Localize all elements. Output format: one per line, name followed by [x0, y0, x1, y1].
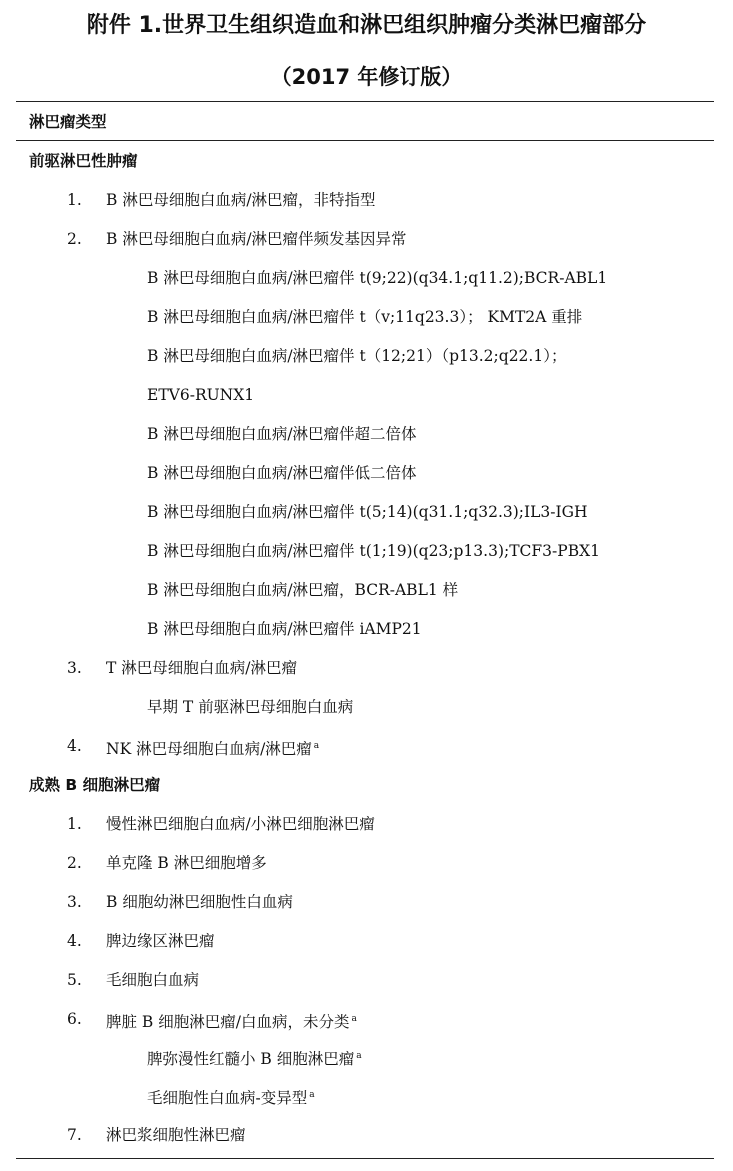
sub-item: B 淋巴母细胞白血病/淋巴瘤伴 t（12;21）（p13.2;q22.1）；	[147, 347, 567, 365]
item-text: NK 淋巴母细胞白血病/淋巴瘤	[106, 740, 312, 759]
footnote-mark: a	[309, 1090, 315, 1100]
sub-item-continuation: ETV6-RUNX1	[147, 386, 255, 404]
sub-item: B 淋巴母细胞白血病/淋巴瘤伴 t(1;19)(q23;p13.3);TCF3-PBX1	[147, 542, 600, 560]
list-item	[106, 1009, 357, 1032]
sub-item: B 淋巴母细胞白血病/淋巴瘤伴 iAMP21	[147, 620, 422, 638]
sub-item: B 淋巴母细胞白血病/淋巴瘤伴 t(9;22)(q34.1;q11.2);BCR-ABL1	[147, 269, 608, 287]
list-item: 单克隆 B 淋巴细胞增多	[106, 854, 267, 872]
list-item: T 淋巴母细胞白血病/淋巴瘤	[106, 659, 297, 677]
section-heading: 前驱淋巴性肿瘤	[29, 152, 138, 170]
list-item: 毛细胞白血病	[106, 971, 200, 989]
item-number: 1.	[67, 815, 82, 833]
item-number: 7.	[67, 1126, 82, 1144]
item-number: 4.	[67, 737, 82, 755]
sub-item: B 淋巴母细胞白血病/淋巴瘤伴 t（v;11q23.3）； KMT2A 重排	[147, 308, 583, 326]
sub-item: B 淋巴母细胞白血病/淋巴瘤伴超二倍体	[147, 425, 417, 443]
item-number: 2.	[67, 230, 82, 248]
item-number: 3.	[67, 893, 82, 911]
list-item: B 细胞幼淋巴细胞性白血病	[106, 893, 293, 911]
document-subtitle: （2017 年修订版）	[270, 65, 463, 89]
item-number: 2.	[67, 854, 82, 872]
sub-item: B 淋巴母细胞白血病/淋巴瘤，BCR-ABL1 样	[147, 581, 459, 599]
sub-item-text: 毛细胞性白血病-变异型	[147, 1089, 308, 1108]
table-top-rule	[16, 101, 714, 102]
list-item: 淋巴浆细胞性淋巴瘤	[106, 1126, 246, 1144]
list-item: 脾边缘区淋巴瘤	[106, 932, 215, 950]
sub-item: 早期 T 前驱淋巴母细胞白血病	[147, 698, 354, 716]
table-bottom-rule	[16, 1158, 714, 1159]
sub-item	[147, 1046, 362, 1069]
item-number: 1.	[67, 191, 82, 209]
table-header-rule	[16, 140, 714, 141]
list-item	[106, 736, 319, 759]
footnote-mark: a	[313, 741, 320, 751]
document-title: 附件 1.世界卫生组织造血和淋巴组织肿瘤分类淋巴瘤部分	[86, 13, 647, 38]
footnote-mark: a	[356, 1051, 362, 1061]
item-number: 5.	[67, 971, 82, 989]
item-number: 4.	[67, 932, 82, 950]
sub-item: B 淋巴母细胞白血病/淋巴瘤伴低二倍体	[147, 464, 417, 482]
section-heading: 成熟 B 细胞淋巴瘤	[29, 776, 161, 794]
footnote-mark: a	[351, 1014, 357, 1024]
sub-item-text: 脾弥漫性红髓小 B 细胞淋巴瘤	[147, 1050, 355, 1069]
item-text: 脾脏 B 细胞淋巴瘤/白血病，未分类	[106, 1013, 350, 1032]
item-number: 6.	[67, 1010, 82, 1028]
sub-item	[147, 1085, 315, 1108]
list-item: B 淋巴母细胞白血病/淋巴瘤伴频发基因异常	[106, 230, 407, 248]
list-item: 慢性淋巴细胞白血病/小淋巴细胞淋巴瘤	[106, 815, 375, 833]
table-header: 淋巴瘤类型	[29, 113, 107, 131]
list-item: B 淋巴母细胞白血病/淋巴瘤，非特指型	[106, 191, 376, 209]
sub-item: B 淋巴母细胞白血病/淋巴瘤伴 t(5;14)(q31.1;q32.3);IL3-IGH	[147, 503, 588, 521]
item-number: 3.	[67, 659, 82, 677]
